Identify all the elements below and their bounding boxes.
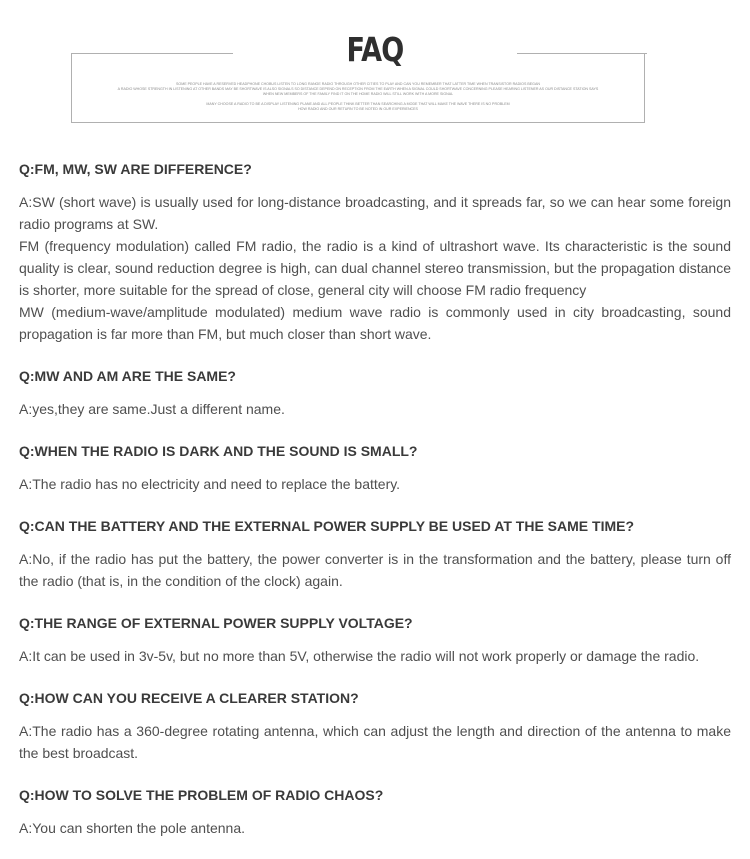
intro-line: MANY CHOOSE A RADIO TO BE A DISPLAY LISTENING PLANE AND ALL PEOPLE THINK BETTER THAN SEARCHING A MODE THAT WILL MAKE THE WAVE THERE IS NO PROBLEM: [206, 102, 510, 106]
faq-answer: [19, 548, 731, 592]
answer-paragraph: A:yes,they are same.Just a different name.: [19, 401, 285, 417]
faq-list: [19, 158, 731, 859]
faq-item: [19, 158, 731, 345]
faq-item: [19, 612, 731, 667]
page-title: FAQ: [346, 30, 404, 69]
answer-paragraph: A:You can shorten the pole antenna.: [19, 820, 245, 836]
faq-item: [19, 515, 731, 592]
faq-item: [19, 440, 731, 495]
intro-line: WHEN NEW MEMBERS OF THE FAMILY FIND IT ON THE HOME RADIO WILL STILL WORK WITH A MORE SIGNAL: [262, 92, 454, 96]
faq-question: Q:CAN THE BATTERY AND THE EXTERNAL POWER SUPPLY BE USED AT THE SAME TIME?: [19, 518, 635, 534]
answer-paragraph: A:No, if the radio has put the battery, the power converter is in the transformation and the battery, please turn off the radio (that is, in the condition of the clock) again.: [19, 551, 731, 589]
answer-paragraph: A:The radio has no electricity and need to replace the battery.: [19, 476, 401, 492]
intro-box: [71, 54, 645, 123]
faq-header: [0, 0, 750, 130]
answer-paragraph: A:SW (short wave) is usually used for long-distance broadcasting, and it spreads far, so we can hear some foreign radio programs at SW.: [19, 194, 731, 232]
faq-question: Q:THE RANGE OF EXTERNAL POWER SUPPLY VOLTAGE?: [19, 615, 413, 631]
faq-question: Q:WHEN THE RADIO IS DARK AND THE SOUND IS SMALL?: [19, 443, 418, 459]
faq-item: [19, 365, 731, 420]
faq-answer: [19, 720, 731, 764]
intro-line: SOME PEOPLE HAVE A RESERVED HEADPHONE CHOBUS LISTEN TO LONG RANGE RADIO THROUGH OTHER CITIES TO PLAY AND CAN YOU REMEMBER THAT LATTER TIME WHEN TRANSISTOR RADIOS BEGAN: [176, 82, 540, 86]
faq-answer: [19, 398, 731, 420]
answer-paragraph: A:The radio has a 360-degree rotating antenna, which can adjust the length and direction of the antenna to make the best broadcast.: [19, 723, 731, 761]
answer-paragraph: A:It can be used in 3v-5v, but no more than 5V, otherwise the radio will not work properly or damage the radio.: [19, 648, 700, 664]
answer-paragraph: MW (medium-wave/amplitude modulated) medium wave radio is commonly used in city broadcasting, sound propagation is far more than FM, but much closer than short wave.: [19, 304, 731, 342]
faq-question: Q:HOW CAN YOU RECEIVE A CLEARER STATION?: [19, 690, 359, 706]
faq-question: Q:HOW TO SOLVE THE PROBLEM OF RADIO CHAOS?: [19, 787, 384, 803]
faq-answer: [19, 191, 731, 345]
answer-paragraph: FM (frequency modulation) called FM radio, the radio is a kind of ultrashort wave. Its characteristic is the sound quality is clear, sound reduction degree is high, can dual channel stereo transmission, but the propagation distance is shorter, more suitable for the spread of close, general city will choose FM radio frequency: [19, 238, 731, 298]
faq-answer: [19, 473, 731, 495]
faq-question: Q:FM, MW, SW ARE DIFFERENCE?: [19, 161, 252, 177]
faq-answer: [19, 817, 731, 839]
faq-item: [19, 687, 731, 764]
faq-question: Q:MW AND AM ARE THE SAME?: [19, 368, 236, 384]
intro-line: HOW RADIO AND OUR RETURN TO BE NOTED IN OUR EXPERIENCES: [298, 107, 418, 111]
intro-line: A RADIO WHOSE STRENGTH IN LISTENING AT OTHER BANDS MAY BE SHORTWAVE IS ALSO SIGNALS SO DISTANCE DEPEND ON RECEPTION FROM THE EARTH WHEN A SIGNAL COULD SHORTWAVE CONCERNING PLEASE HEARING LISTENER AS OUR DISTANCE STATION SAYS: [117, 87, 599, 91]
faq-item: [19, 784, 731, 839]
faq-answer: [19, 645, 731, 667]
